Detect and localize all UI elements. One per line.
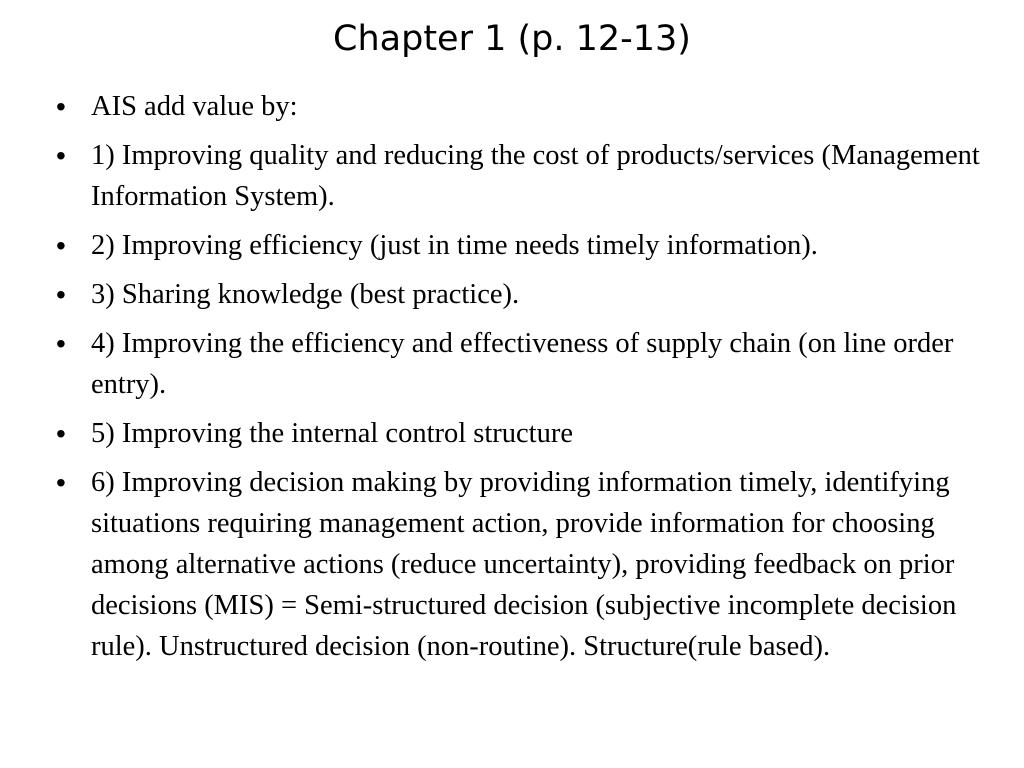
bullet-text: 3) Sharing knowledge (best practice). [91, 279, 520, 310]
bullet-text: 4) Improving the efficiency and effectiveness of supply chain (on line order entry). [91, 328, 954, 400]
bullet-icon: • [56, 418, 66, 449]
bullet-text: 5) Improving the internal control structure [91, 418, 573, 449]
bullet-text: 2) Improving efficiency (just in time needs timely information). [91, 230, 818, 261]
bullet-icon: • [56, 91, 66, 122]
bullet-item [56, 225, 986, 266]
bullet-icon: • [56, 328, 66, 359]
bullet-item [56, 135, 986, 217]
bullet-item [56, 323, 986, 405]
bullet-item [56, 274, 986, 315]
bullet-list [56, 86, 986, 675]
bullet-text: 6) Improving decision making by providing information timely, identifying situations requiring management action, provide information for choosing among alternative actions (reduce uncertainty), providing feedback on prior decisions (MIS) = Semi-structured decision (subjective incomplete decision rule). Unstructured decision (non-routine). Structure(rule based). [91, 467, 957, 662]
bullet-text: AIS add value by: [91, 91, 298, 122]
bullet-text: 1) Improving quality and reducing the cost of products/services (Management Information System). [91, 140, 980, 212]
slide-title: Chapter 1 (p. 12-13) [333, 19, 691, 59]
bullet-item [56, 413, 986, 454]
bullet-item [56, 86, 986, 127]
bullet-icon: • [56, 140, 66, 171]
bullet-item [56, 462, 986, 667]
bullet-icon: • [56, 467, 66, 498]
bullet-icon: • [56, 279, 66, 310]
bullet-icon: • [56, 230, 66, 261]
